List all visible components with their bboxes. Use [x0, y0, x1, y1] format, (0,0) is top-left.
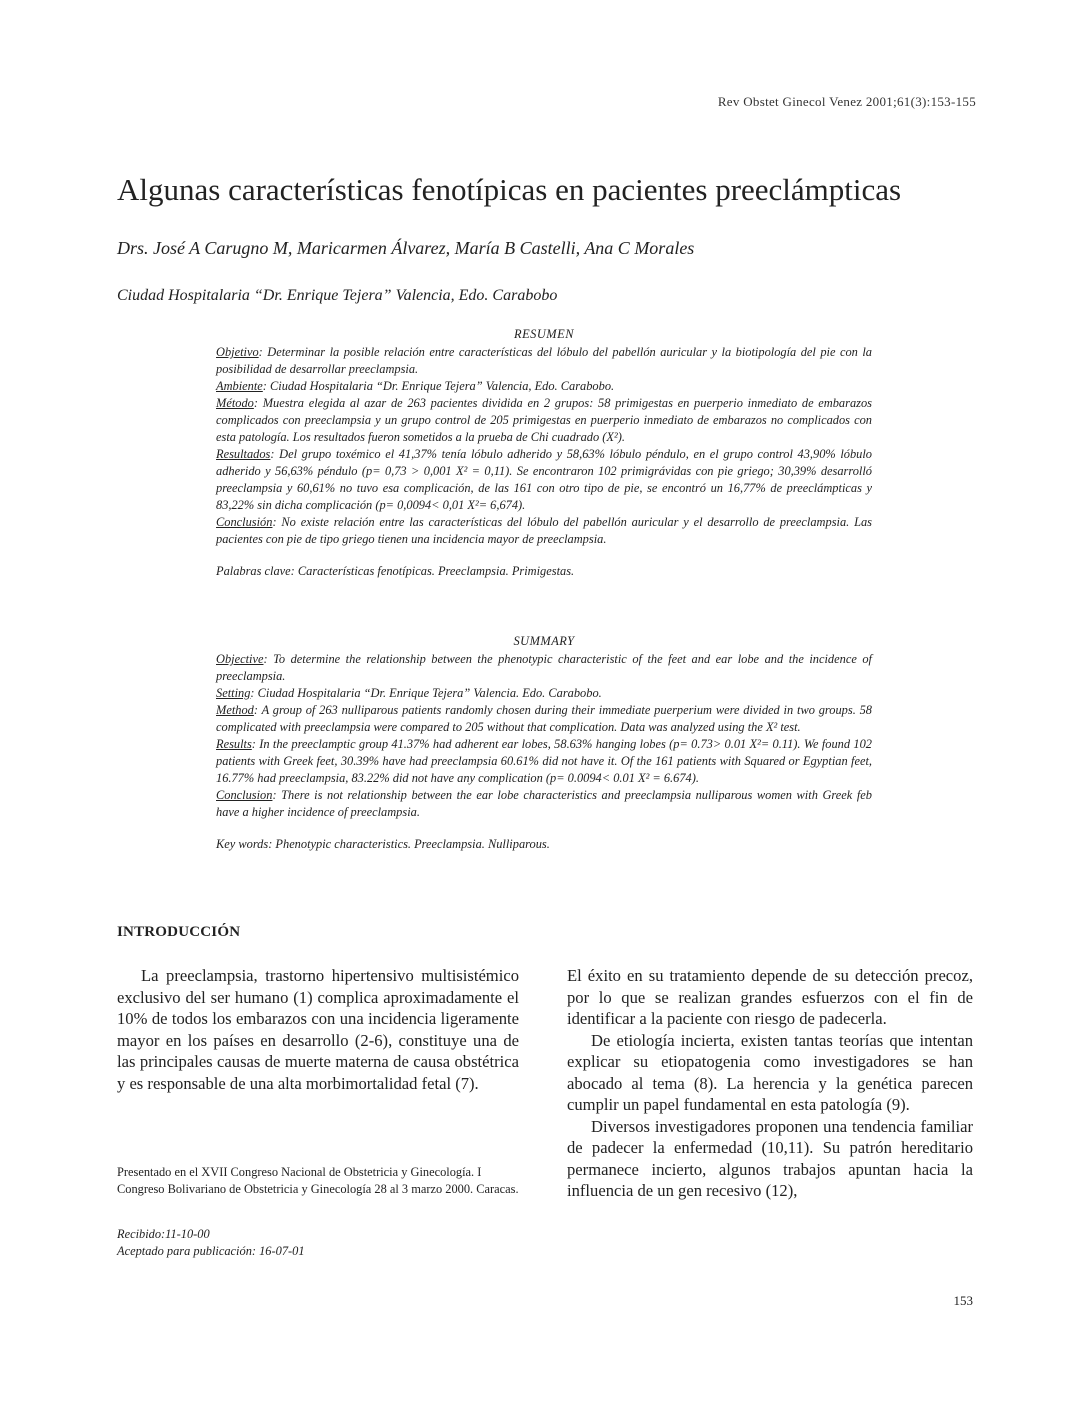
summary-heading: SUMMARY	[513, 634, 575, 648]
body-column-left	[117, 965, 519, 1094]
summary-objective-text: : To determine the relationship between the phenotypic characteristic of the feet and ear lobe and the incidence of preeclampsia.	[216, 652, 872, 683]
resumen-objetivo	[216, 344, 872, 378]
resumen-resultados-text: : Del grupo toxémico el 41,37% tenía lóbulo adherido y 58,63% lóbulo péndulo, en el grupo control 43,90% lóbulo adherido y 56,63% péndulo (p= 0,73 > 0,001 X² = 0,11). Se encontraron 102 primigrávidas con pie griego; 30,39% desarrolló preeclampsia y 60,61% no tuvo esa complicación, de las 161 con otro tipo de pie, se encontró un 16,77% de preeclámpticas y 83,22% sin dicha complicación (p= 0,0094< 0,01 X²= 6,674).	[216, 447, 872, 512]
summary-method-label: Method	[216, 703, 254, 717]
summary-objective-label: Objective	[216, 652, 264, 666]
article-authors: Drs. José A Carugno M, Maricarmen Álvarez, María B Castelli, Ana C Morales	[117, 238, 695, 258]
summary-setting-label: Setting	[216, 686, 251, 700]
summary-method	[216, 702, 872, 736]
resumen-objetivo-label: Objetivo	[216, 345, 259, 359]
resumen-resultados-label: Resultados	[216, 447, 271, 461]
resumen-conclusion-label: Conclusión	[216, 515, 273, 529]
body-paragraph: Diversos investigadores proponen una tendencia familiar de padecer la enfermedad (10,11). Su patrón hereditario permanece incierto, algunos trabajos apuntan hacia la influencia de un gen recesivo (12),	[567, 1116, 973, 1200]
footnote-presented: Presentado en el XVII Congreso Nacional de Obstetricia y Ginecología. I Congreso Bolivariano de Obstetricia y Ginecología 28 al 3 marzo 2000. Caracas.	[117, 1165, 519, 1196]
resumen-keywords: Palabras clave: Características fenotípicas. Preeclampsia. Primigestas.	[216, 564, 575, 578]
footnote-dates	[117, 1226, 519, 1260]
resumen-resultados	[216, 446, 872, 514]
summary-conclusion-label: Conclusion	[216, 788, 273, 802]
journal-reference: Rev Obstet Ginecol Venez 2001;61(3):153-155	[717, 94, 976, 109]
summary-method-text: : A group of 263 nulliparous patients randomly chosen during their immediate puerperium were divided in two groups. 58 complicated with preeclampsia were compared to 205 without that complication. Data was analyzed using the X² test.	[216, 703, 872, 734]
footnote-accepted: Aceptado para publicación: 16-07-01	[117, 1244, 305, 1258]
summary-objective	[216, 651, 872, 685]
body-paragraph: El éxito en su tratamiento depende de su detección precoz, por lo que se realizan grandes esfuerzos con el fin de identificar a la paciente con riesgo de padecerla.	[567, 966, 973, 1028]
summary-keywords: Key words: Phenotypic characteristics. Preeclampsia. Nulliparous.	[216, 837, 550, 851]
summary-setting-text: : Ciudad Hospitalaria “Dr. Enrique Tejera” Valencia. Edo. Carabobo.	[250, 686, 602, 700]
article-affiliation: Ciudad Hospitalaria “Dr. Enrique Tejera” Valencia, Edo. Carabobo	[117, 287, 558, 304]
summary-results-text: : In the preeclamptic group 41.37% had adherent ear lobes, 58.63% hanging lobes (p= 0.73> 0.01 X²= 0.11). We found 102 patients with Greek feet, 30.39% have had preeclampsia 60.61% did not have it. Of the 161 patients with Squared or Egyptian feet, 16.77% had preeclampsia, 83.22% did not have any complication (p= 0.0094< 0.01 X² = 6.674).	[216, 737, 872, 785]
summary-results-label: Results	[216, 737, 252, 751]
resumen-objetivo-text: : Determinar la posible relación entre características del lóbulo del pabellón auricular y la biotipología del pie con la posibilidad de desarrollar preeclampsia.	[216, 345, 872, 376]
footnote-received: Recibido:11-10-00	[117, 1227, 210, 1241]
resumen-heading: RESUMEN	[514, 327, 574, 341]
summary-setting	[216, 685, 872, 702]
resumen-block	[216, 326, 872, 580]
body-column-right	[567, 965, 973, 1202]
resumen-metodo-label: Método	[216, 396, 254, 410]
body-paragraph: De etiología incierta, existen tantas teorías que intentan explicar su etiopatogenia como investigadores se han abocado al tema (8). La herencia y la genética parecen cumplir un papel fundamental en esta patología (9).	[567, 1030, 973, 1114]
resumen-metodo-text: : Muestra elegida al azar de 263 pacientes dividida en 2 grupos: 58 primigestas en puerperio inmediato de embarazos complicados con preeclampsia y un grupo control de 205 primigestas en puerperio inmediato de embarazos no complicados con esta patología. Los resultados fueron sometidos a la prueba de Chi cuadrado (X²).	[216, 396, 872, 444]
resumen-ambiente	[216, 378, 872, 395]
section-title-introduccion: INTRODUCCIÓN	[117, 924, 241, 940]
body-paragraph: La preeclampsia, trastorno hipertensivo multisistémico exclusivo del ser humano (1) complica aproximadamente el 10% de todos los embarazos con una incidencia ligeramente mayor en los países en desarrollo (2-6), constituye una de las principales causas de muerte materna de causa obstétrica y es responsable de una alta morbimortalidad fetal (7).	[117, 966, 519, 1093]
resumen-conclusion	[216, 514, 872, 548]
summary-conclusion	[216, 787, 872, 821]
summary-results	[216, 736, 872, 787]
article-title: Algunas características fenotípicas en pacientes preeclámpticas	[117, 172, 902, 207]
resumen-conclusion-text: : No existe relación entre las características del lóbulo del pabellón auricular y el desarrollo de preeclampsia. Las pacientes con pie de tipo griego tienen una incidencia mayor de preeclampsia.	[216, 515, 872, 546]
resumen-ambiente-label: Ambiente	[216, 379, 263, 393]
summary-conclusion-text: : There is not relationship between the ear lobe characteristics and preeclampsia nulliparous women with Greek feb have a higher incidence of preeclampsia.	[216, 788, 872, 819]
resumen-metodo	[216, 395, 872, 446]
page-number: 153	[953, 1293, 973, 1308]
resumen-ambiente-text: : Ciudad Hospitalaria “Dr. Enrique Tejera” Valencia, Edo. Carabobo.	[262, 379, 615, 393]
summary-block	[216, 633, 872, 853]
